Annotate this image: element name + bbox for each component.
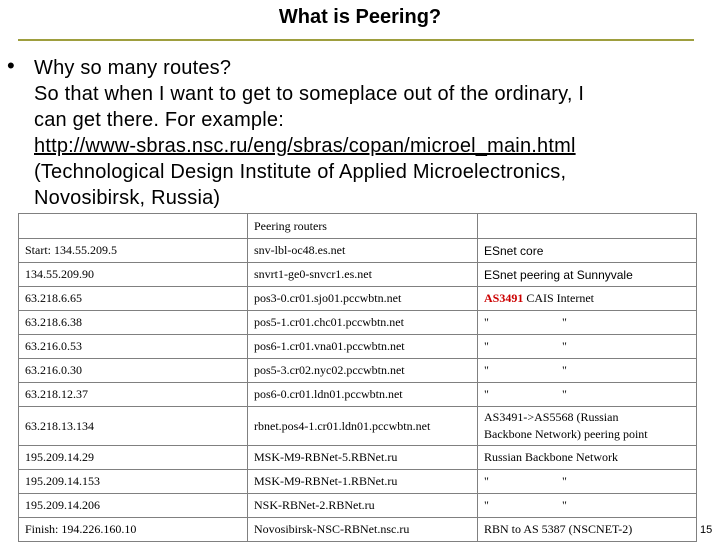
as-number: AS3491	[484, 291, 524, 305]
bullet-line: Novosibirsk, Russia)	[34, 187, 221, 209]
table-row	[19, 518, 697, 542]
header-empty-cell	[478, 214, 697, 239]
ip-cell: 63.218.6.65	[19, 287, 248, 311]
ip-cell: 134.55.209.90	[19, 263, 248, 287]
table-row	[19, 239, 697, 263]
router-cell: Novosibirsk-NSC-RBNet.nsc.ru	[248, 518, 478, 542]
ip-cell: 63.218.12.37	[19, 383, 248, 407]
router-cell: snv-lbl-oc48.es.net	[248, 239, 478, 263]
ip-cell: 195.209.14.206	[19, 494, 248, 518]
ip-cell: Finish: 194.226.160.10	[19, 518, 248, 542]
ip-cell: 63.218.6.38	[19, 311, 248, 335]
table-row	[19, 335, 697, 359]
note-cell	[478, 383, 697, 407]
table-row	[19, 287, 697, 311]
table-row	[19, 494, 697, 518]
ip-cell: 195.209.14.29	[19, 446, 248, 470]
table-row	[19, 311, 697, 335]
router-cell: pos3-0.cr01.sjo01.pccwbtn.net	[248, 287, 478, 311]
note-cell: ESnet peering at Sunnyvale	[478, 263, 697, 287]
table-header-row	[19, 214, 697, 239]
bullet-line: Why so many routes?	[34, 57, 232, 79]
router-cell: rbnet.pos4-1.cr01.ldn01.pccwbtn.net	[248, 407, 478, 446]
note-cell	[478, 311, 697, 335]
table-header: Peering routers	[248, 214, 478, 239]
ditto-mark: "	[484, 498, 489, 512]
note-cell	[478, 470, 697, 494]
note-cell: RBN to AS 5387 (NSCNET-2)	[478, 518, 697, 542]
note-cell: Russian Backbone Network	[478, 446, 697, 470]
page-number: 15	[700, 524, 713, 536]
example-url-link[interactable]: http://www-sbras.nsc.ru/eng/sbras/copan/microel_main.html	[34, 135, 576, 157]
note-text: CAIS Internet	[523, 291, 594, 305]
router-cell: MSK-M9-RBNet-1.RBNet.ru	[248, 470, 478, 494]
router-cell: MSK-M9-RBNet-5.RBNet.ru	[248, 446, 478, 470]
ditto-mark: "	[562, 315, 567, 329]
ip-cell: 63.216.0.53	[19, 335, 248, 359]
router-cell: pos6-1.cr01.vna01.pccwbtn.net	[248, 335, 478, 359]
slide-title: What is Peering?	[278, 6, 442, 28]
ip-cell: 63.218.13.134	[19, 407, 248, 446]
note-line: AS3491->AS5568 (Russian	[484, 410, 619, 424]
ditto-mark: "	[484, 474, 489, 488]
router-cell: snvrt1-ge0-snvcr1.es.net	[248, 263, 478, 287]
title-divider	[18, 39, 694, 41]
note-cell	[478, 335, 697, 359]
table-row	[19, 407, 697, 446]
ditto-mark: "	[484, 363, 489, 377]
ditto-mark: "	[484, 315, 489, 329]
table-row	[19, 446, 697, 470]
bullet-line: So that when I want to get to someplace out of the ordinary, I	[34, 83, 585, 105]
ditto-mark: "	[484, 387, 489, 401]
note-cell	[478, 407, 697, 446]
peering-routers-table	[18, 213, 697, 542]
note-cell	[478, 359, 697, 383]
router-cell: pos6-0.cr01.ldn01.pccwbtn.net	[248, 383, 478, 407]
note-cell	[478, 287, 697, 311]
ip-cell: 195.209.14.153	[19, 470, 248, 494]
table-row	[19, 383, 697, 407]
router-cell: pos5-1.cr01.chc01.pccwbtn.net	[248, 311, 478, 335]
note-line: Backbone Network) peering point	[484, 427, 648, 441]
router-cell: NSK-RBNet-2.RBNet.ru	[248, 494, 478, 518]
table-row	[19, 470, 697, 494]
bullet-marker: •	[7, 53, 15, 78]
ip-cell: 63.216.0.30	[19, 359, 248, 383]
note-cell: ESnet core	[478, 239, 697, 263]
header-empty-cell	[19, 214, 248, 239]
ditto-mark: "	[562, 498, 567, 512]
ditto-mark: "	[562, 387, 567, 401]
ditto-mark: "	[562, 339, 567, 353]
ip-cell: Start: 134.55.209.5	[19, 239, 248, 263]
ditto-mark: "	[484, 339, 489, 353]
bullet-line: (Technological Design Institute of Applied Microelectronics,	[34, 161, 567, 183]
note-cell	[478, 494, 697, 518]
bullet-text	[34, 55, 694, 211]
ditto-mark: "	[562, 474, 567, 488]
table-row	[19, 359, 697, 383]
router-cell: pos5-3.cr02.nyc02.pccwbtn.net	[248, 359, 478, 383]
table-row	[19, 263, 697, 287]
ditto-mark: "	[562, 363, 567, 377]
bullet-line: can get there. For example:	[34, 109, 284, 131]
